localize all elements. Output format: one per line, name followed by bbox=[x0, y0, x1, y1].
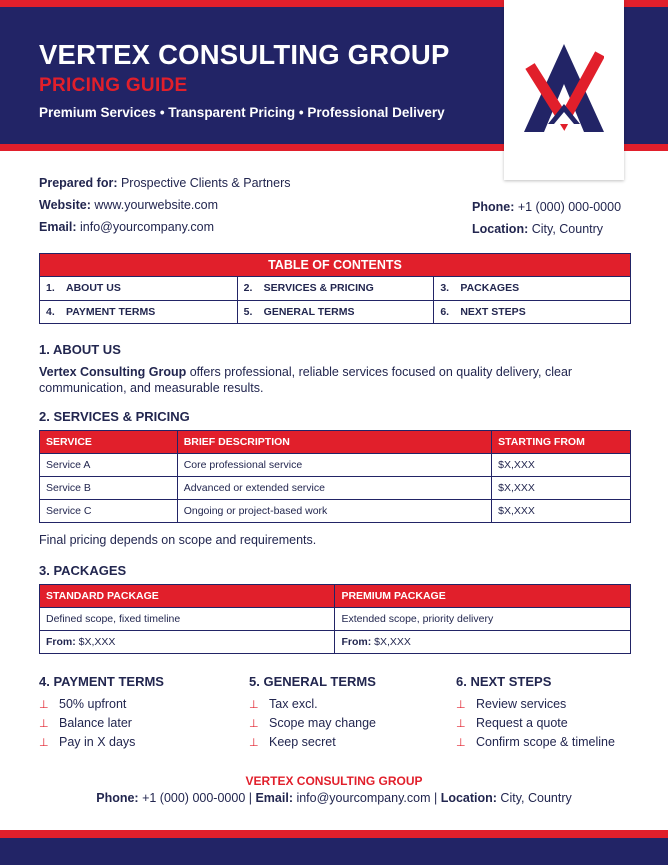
list-item-text: Pay in X days bbox=[59, 735, 136, 749]
email-value: info@yourcompany.com bbox=[76, 220, 215, 234]
bottom-red-stripe bbox=[0, 830, 668, 838]
next-steps-column bbox=[456, 674, 615, 752]
footer-email-value: info@yourcompany.com | bbox=[292, 791, 441, 805]
table-row bbox=[40, 608, 631, 631]
list-item-text: Request a quote bbox=[476, 716, 568, 730]
toc-label: PACKAGES bbox=[460, 282, 520, 294]
toc-label: ABOUT US bbox=[66, 282, 121, 294]
location-info bbox=[472, 222, 603, 236]
toc-title: TABLE OF CONTENTS bbox=[40, 254, 630, 277]
table-of-contents bbox=[39, 253, 631, 324]
bottom-navy-band bbox=[0, 838, 668, 865]
vertex-logo-icon bbox=[524, 44, 604, 136]
email-info bbox=[39, 220, 214, 234]
payment-terms-title: 4. PAYMENT TERMS bbox=[39, 674, 164, 689]
prepared-for-value: Prospective Clients & Partners bbox=[117, 176, 291, 190]
phone-label: Phone: bbox=[472, 200, 515, 214]
footer-phone-value: +1 (000) 000-0000 | bbox=[138, 791, 256, 805]
list-item bbox=[456, 733, 615, 752]
list-item bbox=[249, 714, 376, 733]
list-item bbox=[39, 733, 164, 752]
bullet-icon: ⊥ bbox=[249, 699, 259, 711]
toc-number: 1. bbox=[46, 282, 55, 294]
list-item-text: 50% upfront bbox=[59, 697, 127, 711]
list-item-text: Keep secret bbox=[269, 735, 336, 749]
service-price: $X,XXX bbox=[492, 454, 631, 477]
toc-row bbox=[40, 277, 630, 300]
bullet-icon: ⊥ bbox=[456, 718, 466, 730]
price-value: $X,XXX bbox=[75, 636, 116, 648]
general-terms-title: 5. GENERAL TERMS bbox=[249, 674, 376, 689]
from-label: From: bbox=[46, 636, 76, 648]
about-title: 1. ABOUT US bbox=[39, 342, 121, 357]
pricing-note: Final pricing depends on scope and requirements. bbox=[39, 533, 317, 547]
toc-number: 4. bbox=[46, 306, 55, 318]
bullet-icon: ⊥ bbox=[456, 737, 466, 749]
footer-company-name: VERTEX CONSULTING GROUP bbox=[245, 774, 423, 788]
list-item-text: Review services bbox=[476, 697, 567, 711]
column-header: BRIEF DESCRIPTION bbox=[177, 431, 491, 454]
footer-email-label: Email: bbox=[255, 791, 293, 805]
service-description: Core professional service bbox=[177, 454, 491, 477]
footer-contact bbox=[0, 791, 668, 805]
package-header-standard: STANDARD PACKAGE bbox=[40, 585, 335, 608]
email-label: Email: bbox=[39, 220, 77, 234]
prepared-for-label: Prepared for: bbox=[39, 176, 118, 190]
package-description: Defined scope, fixed timeline bbox=[40, 608, 335, 631]
list-item bbox=[39, 695, 164, 714]
about-text bbox=[39, 364, 631, 396]
packages-table bbox=[39, 584, 631, 654]
toc-number: 6. bbox=[440, 306, 450, 318]
toc-label: SERVICES & PRICING bbox=[263, 282, 374, 294]
phone-value: +1 (000) 000-0000 bbox=[514, 200, 622, 214]
service-description: Ongoing or project-based work bbox=[177, 500, 491, 523]
about-body: offers professional, reliable services focused on quality delivery, clear communication, and measurable results. bbox=[39, 365, 573, 395]
service-name: Service B bbox=[40, 477, 178, 500]
list-item-text: Confirm scope & timeline bbox=[476, 735, 615, 749]
general-terms-column bbox=[249, 674, 376, 752]
service-name: Service C bbox=[40, 500, 178, 523]
payment-terms-list bbox=[39, 695, 164, 752]
bullet-icon: ⊥ bbox=[39, 737, 49, 749]
toc-number: 2. bbox=[243, 282, 253, 294]
general-terms-list bbox=[249, 695, 376, 752]
price-value: $X,XXX bbox=[371, 636, 411, 648]
package-description: Extended scope, priority delivery bbox=[335, 608, 631, 631]
list-item-text: Scope may change bbox=[269, 716, 377, 730]
footer-location-label: Location: bbox=[440, 791, 497, 805]
next-steps-title: 6. NEXT STEPS bbox=[456, 674, 552, 689]
services-title: 2. SERVICES & PRICING bbox=[39, 409, 190, 424]
table-header-row bbox=[40, 431, 631, 454]
bullet-icon: ⊥ bbox=[249, 737, 259, 749]
table-row bbox=[40, 454, 631, 477]
bullet-icon: ⊥ bbox=[456, 699, 466, 711]
service-price: $X,XXX bbox=[492, 477, 631, 500]
service-price: $X,XXX bbox=[492, 500, 631, 523]
toc-item-payment[interactable] bbox=[40, 301, 237, 323]
footer-location-value: City, Country bbox=[496, 791, 572, 805]
list-item-text: Tax excl. bbox=[269, 697, 318, 711]
bullet-icon: ⊥ bbox=[39, 718, 49, 730]
service-name: Service A bbox=[40, 454, 178, 477]
list-item bbox=[249, 695, 376, 714]
column-header: STARTING FROM bbox=[492, 431, 631, 454]
location-label: Location: bbox=[472, 222, 529, 236]
document-title: PRICING GUIDE bbox=[39, 75, 188, 96]
about-company: Vertex Consulting Group bbox=[39, 365, 187, 379]
table-row bbox=[40, 631, 631, 654]
services-table bbox=[39, 430, 631, 523]
toc-item-next-steps[interactable] bbox=[433, 301, 630, 323]
list-item-text: Balance later bbox=[59, 716, 132, 730]
package-price bbox=[40, 631, 335, 654]
toc-label: NEXT STEPS bbox=[460, 306, 526, 318]
website-value: www.yourwebsite.com bbox=[90, 198, 218, 212]
list-item bbox=[249, 733, 376, 752]
prepared-for bbox=[39, 176, 291, 190]
list-item bbox=[456, 714, 615, 733]
table-row bbox=[40, 477, 631, 500]
bullet-icon: ⊥ bbox=[249, 718, 259, 730]
website-label: Website: bbox=[39, 198, 91, 212]
phone-info bbox=[472, 200, 621, 214]
logo-card bbox=[504, 0, 624, 180]
package-price bbox=[335, 631, 631, 654]
toc-number: 3. bbox=[440, 282, 450, 294]
bullet-icon: ⊥ bbox=[39, 699, 49, 711]
toc-label: GENERAL TERMS bbox=[263, 306, 355, 318]
next-steps-list bbox=[456, 695, 615, 752]
payment-terms-column bbox=[39, 674, 164, 752]
toc-item-packages[interactable] bbox=[433, 277, 630, 300]
toc-item-about[interactable] bbox=[40, 277, 237, 300]
column-header: SERVICE bbox=[40, 431, 178, 454]
tagline: Premium Services • Transparent Pricing • Professional Delivery bbox=[39, 105, 445, 120]
packages-title: 3. PACKAGES bbox=[39, 563, 127, 578]
service-description: Advanced or extended service bbox=[177, 477, 491, 500]
website-info bbox=[39, 198, 218, 212]
toc-item-general[interactable] bbox=[237, 301, 434, 323]
toc-number: 5. bbox=[243, 306, 253, 318]
company-name: VERTEX CONSULTING GROUP bbox=[39, 39, 450, 70]
list-item bbox=[456, 695, 615, 714]
footer-phone-label: Phone: bbox=[96, 791, 139, 805]
location-value: City, Country bbox=[528, 222, 604, 236]
toc-label: PAYMENT TERMS bbox=[66, 306, 156, 318]
list-item bbox=[39, 714, 164, 733]
from-label: From: bbox=[341, 636, 372, 648]
package-header-premium: PREMIUM PACKAGE bbox=[335, 585, 631, 608]
table-header-row bbox=[40, 585, 631, 608]
table-row bbox=[40, 500, 631, 523]
toc-row bbox=[40, 300, 630, 323]
toc-item-services[interactable] bbox=[237, 277, 434, 300]
